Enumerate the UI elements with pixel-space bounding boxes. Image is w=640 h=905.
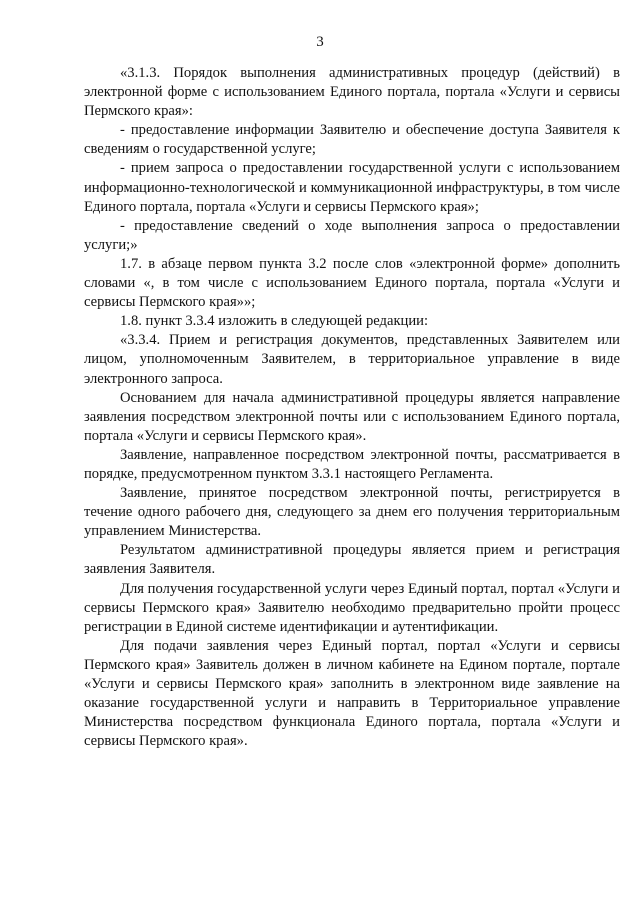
paragraph-registration: Заявление, принятое посредством электронной почты, регистрируется в течение одного рабочего дня, следующего за днем его получения территориальным управлением Министерства. — [84, 485, 620, 540]
paragraph-1-7: 1.7. в абзаце первом пункта 3.2 после слов «электронной форме» дополнить словами «, в том числе с использованием Единого портала, портала «Услуги и сервисы Пермского края»»; — [84, 255, 620, 311]
paragraph-email-application: Заявление, направленное посредством электронной почты, рассматривается в порядке, предусмотренном пунктом 3.3.1 настоящего Регламента. — [84, 446, 620, 482]
paragraph-portal-submission: Для подачи заявления через Единый портал, портал «Услуги и сервисы Пермского края» Заявитель должен в личном кабинете на Едином портале, портале «Услуги и сервисы Пермского края» заполнить в электронном виде заявление на оказание государственной услуги и направить в Территориальное управление Министерства посредством функционала Единого портала, портала «Услуги и сервисы Пермского края». — [84, 637, 620, 750]
paragraph-portal-registration: Для получения государственной услуги через Единый портал, портал «Услуги и сервисы Пермского края» Заявителю необходимо предварительно пройти процесс регистрации в Единой системе идентификации и аутентификации. — [84, 580, 620, 635]
paragraph-1-8: 1.8. пункт 3.3.4 изложить в следующей редакции: — [120, 313, 429, 330]
paragraph-3-3-4: «3.3.4. Прием и регистрация документов, представленных Заявителем или лицом, уполномоченным Заявителем, в территориальное управление в виде электронного запроса. — [84, 332, 620, 387]
paragraph-basis: Основанием для начала административной процедуры является направление заявления посредством электронной почты или с использованием Единого портала, портала «Услуги и сервисы Пермского края». — [84, 389, 620, 444]
paragraph-list-item-request: - прием запроса о предоставлении государственной услуги с использованием информационно-технологической и коммуникационной инфраструктуры, в том числе Единого портала, портала «Услуги и сервисы Пермского края»; — [84, 160, 620, 215]
paragraph-list-item-status: - предоставление сведений о ходе выполнения запроса о предоставлении услуги;» — [84, 217, 620, 253]
paragraph-3-1-3: «3.1.3. Порядок выполнения административных процедур (действий) в электронной форме с использованием Единого портала, портала «Услуги и сервисы Пермского края»: — [84, 65, 620, 120]
paragraph-list-item-info: - предоставление информации Заявителю и обеспечение доступа Заявителя к сведениям о государственной услуге; — [84, 122, 620, 158]
document-body — [84, 64, 620, 751]
paragraph-result: Результатом административной процедуры является прием и регистрация заявления Заявителя. — [84, 542, 620, 578]
page-number: 3 — [316, 34, 324, 50]
